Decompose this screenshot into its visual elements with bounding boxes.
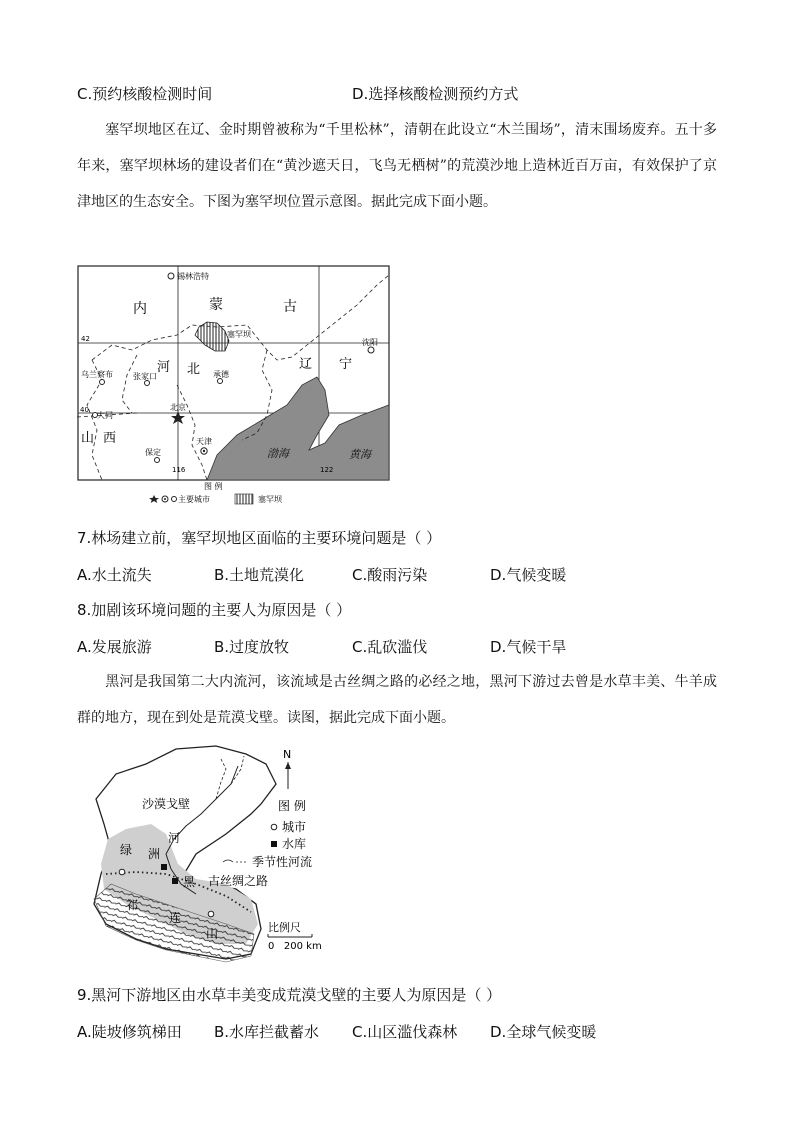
- label-gu: 古: [283, 299, 297, 315]
- label-liao: 辽: [299, 357, 313, 372]
- passage-heihe-text: 黑河是我国第二大内流河，该流域是古丝绸之路的必经之地，黑河下游过去曾是水草丰美、牛羊成群的地方，现在到处是荒漠戈壁。读图，据此完成下面小题。: [77, 674, 717, 726]
- label-oasis2: 洲: [148, 847, 161, 861]
- label-datong: 大同: [97, 411, 113, 420]
- label-bei: 北: [187, 362, 201, 377]
- label-mtn3: 山: [206, 927, 219, 941]
- label-shenyang: 沈阳: [362, 338, 378, 347]
- label-mtn1: 祁: [126, 898, 139, 912]
- scale-title: 比例尺: [268, 921, 301, 934]
- label-saihanba: 塞罕坝: [227, 330, 251, 339]
- q9-option-d[interactable]: D.全球气候变暖: [490, 1023, 597, 1041]
- q8-option-b[interactable]: B.过度放牧: [214, 638, 290, 656]
- label-meng: 蒙: [209, 297, 223, 313]
- q7-option-b[interactable]: B.土地荒漠化: [214, 566, 305, 584]
- scale-value: 0 200 km: [268, 941, 322, 952]
- label-river-he: 河: [168, 831, 181, 845]
- label-baoding: 保定: [145, 448, 161, 457]
- q9-option-b[interactable]: B.水库拦截蓄水: [214, 1023, 320, 1041]
- q7-option-c[interactable]: C.酸雨污染: [352, 566, 428, 584]
- passage-saihanba: [77, 112, 717, 220]
- legend-seasonal-river: 季节性河流: [252, 855, 313, 869]
- label-xilinhaote: 锡林浩特: [177, 272, 209, 281]
- q7-option-d[interactable]: D.气候变暖: [490, 566, 567, 584]
- q8-option-a[interactable]: A.发展旅游: [77, 638, 152, 656]
- legend-title-map2: 图 例: [278, 799, 306, 813]
- label-oasis1: 绿: [120, 843, 133, 857]
- label-huanghai: 黄海: [349, 448, 371, 461]
- passage-saihanba-text: 塞罕坝地区在辽、金时期曾被称为“千里松林”，清朝在此设立“木兰围场”，清末围场废弃。五十多年来，塞罕坝林场的建设者们在“黄沙遮天日，飞鸟无栖树”的荒漠沙地上造林近百万亩，有效保护了京津地区的生态安全。下图为塞罕坝位置示意图。据此完成下面小题。: [77, 122, 717, 210]
- label-wulanchabu: 乌兰察布: [81, 370, 113, 379]
- q7-stem: 7.林场建立前，塞罕坝地区面临的主要环境问题是（ ）: [77, 529, 442, 547]
- label-ning: 宁: [339, 357, 353, 372]
- option-c-prev: C.预约核酸检测时间: [77, 85, 213, 103]
- q8-stem: 8.加剧该环境问题的主要人为原因是（ ）: [77, 601, 352, 619]
- legend-reservoir: 水库: [282, 837, 307, 851]
- label-chengde: 承德: [213, 370, 229, 379]
- q9-stem: 9.黑河下游地区由水草丰美变成荒漠戈壁的主要人为原因是（ ）: [77, 986, 502, 1004]
- label-mtn2: 连: [169, 911, 182, 925]
- q9-option-c[interactable]: C.山区滥伐森林: [352, 1023, 458, 1041]
- label-he: 河: [157, 360, 171, 375]
- passage-heihe: [77, 664, 717, 736]
- legend-sai: 塞罕坝: [258, 495, 282, 504]
- label-xi: 西: [103, 431, 117, 446]
- q7-option-a[interactable]: A.水土流失: [77, 566, 152, 584]
- label-beijing: 北京: [170, 403, 186, 412]
- q8-option-d[interactable]: D.气候干旱: [490, 638, 567, 656]
- label-lon122: 122: [320, 466, 334, 474]
- label-hei: 黑: [183, 875, 196, 889]
- q9-option-a[interactable]: A.陡坡修筑梯田: [77, 1023, 182, 1041]
- label-nei: 内: [133, 301, 147, 317]
- label-tianjin: 天津: [196, 437, 212, 446]
- label-bohai: 渤海: [267, 447, 289, 460]
- label-shan: 山: [81, 431, 95, 446]
- north-label: N: [283, 748, 292, 761]
- label-lat40: 40: [80, 406, 89, 414]
- label-desert: 沙漠戈壁: [142, 797, 191, 811]
- option-d-prev: D.选择核酸检测预约方式: [352, 85, 519, 103]
- saihanba-location-map: [77, 265, 393, 511]
- label-zhangjiakou: 张家口: [133, 372, 157, 381]
- legend-city-map1: 主要城市: [178, 495, 210, 504]
- label-lat42: 42: [81, 335, 90, 343]
- label-silk-road: 古丝绸之路: [208, 874, 269, 888]
- legend-title-map1: 图 例: [204, 482, 223, 491]
- label-lon116: 116: [172, 466, 186, 474]
- legend-city-map2: 城市: [282, 820, 307, 834]
- heihe-basin-map: [86, 744, 346, 970]
- q8-option-c[interactable]: C.乱砍滥伐: [352, 638, 428, 656]
